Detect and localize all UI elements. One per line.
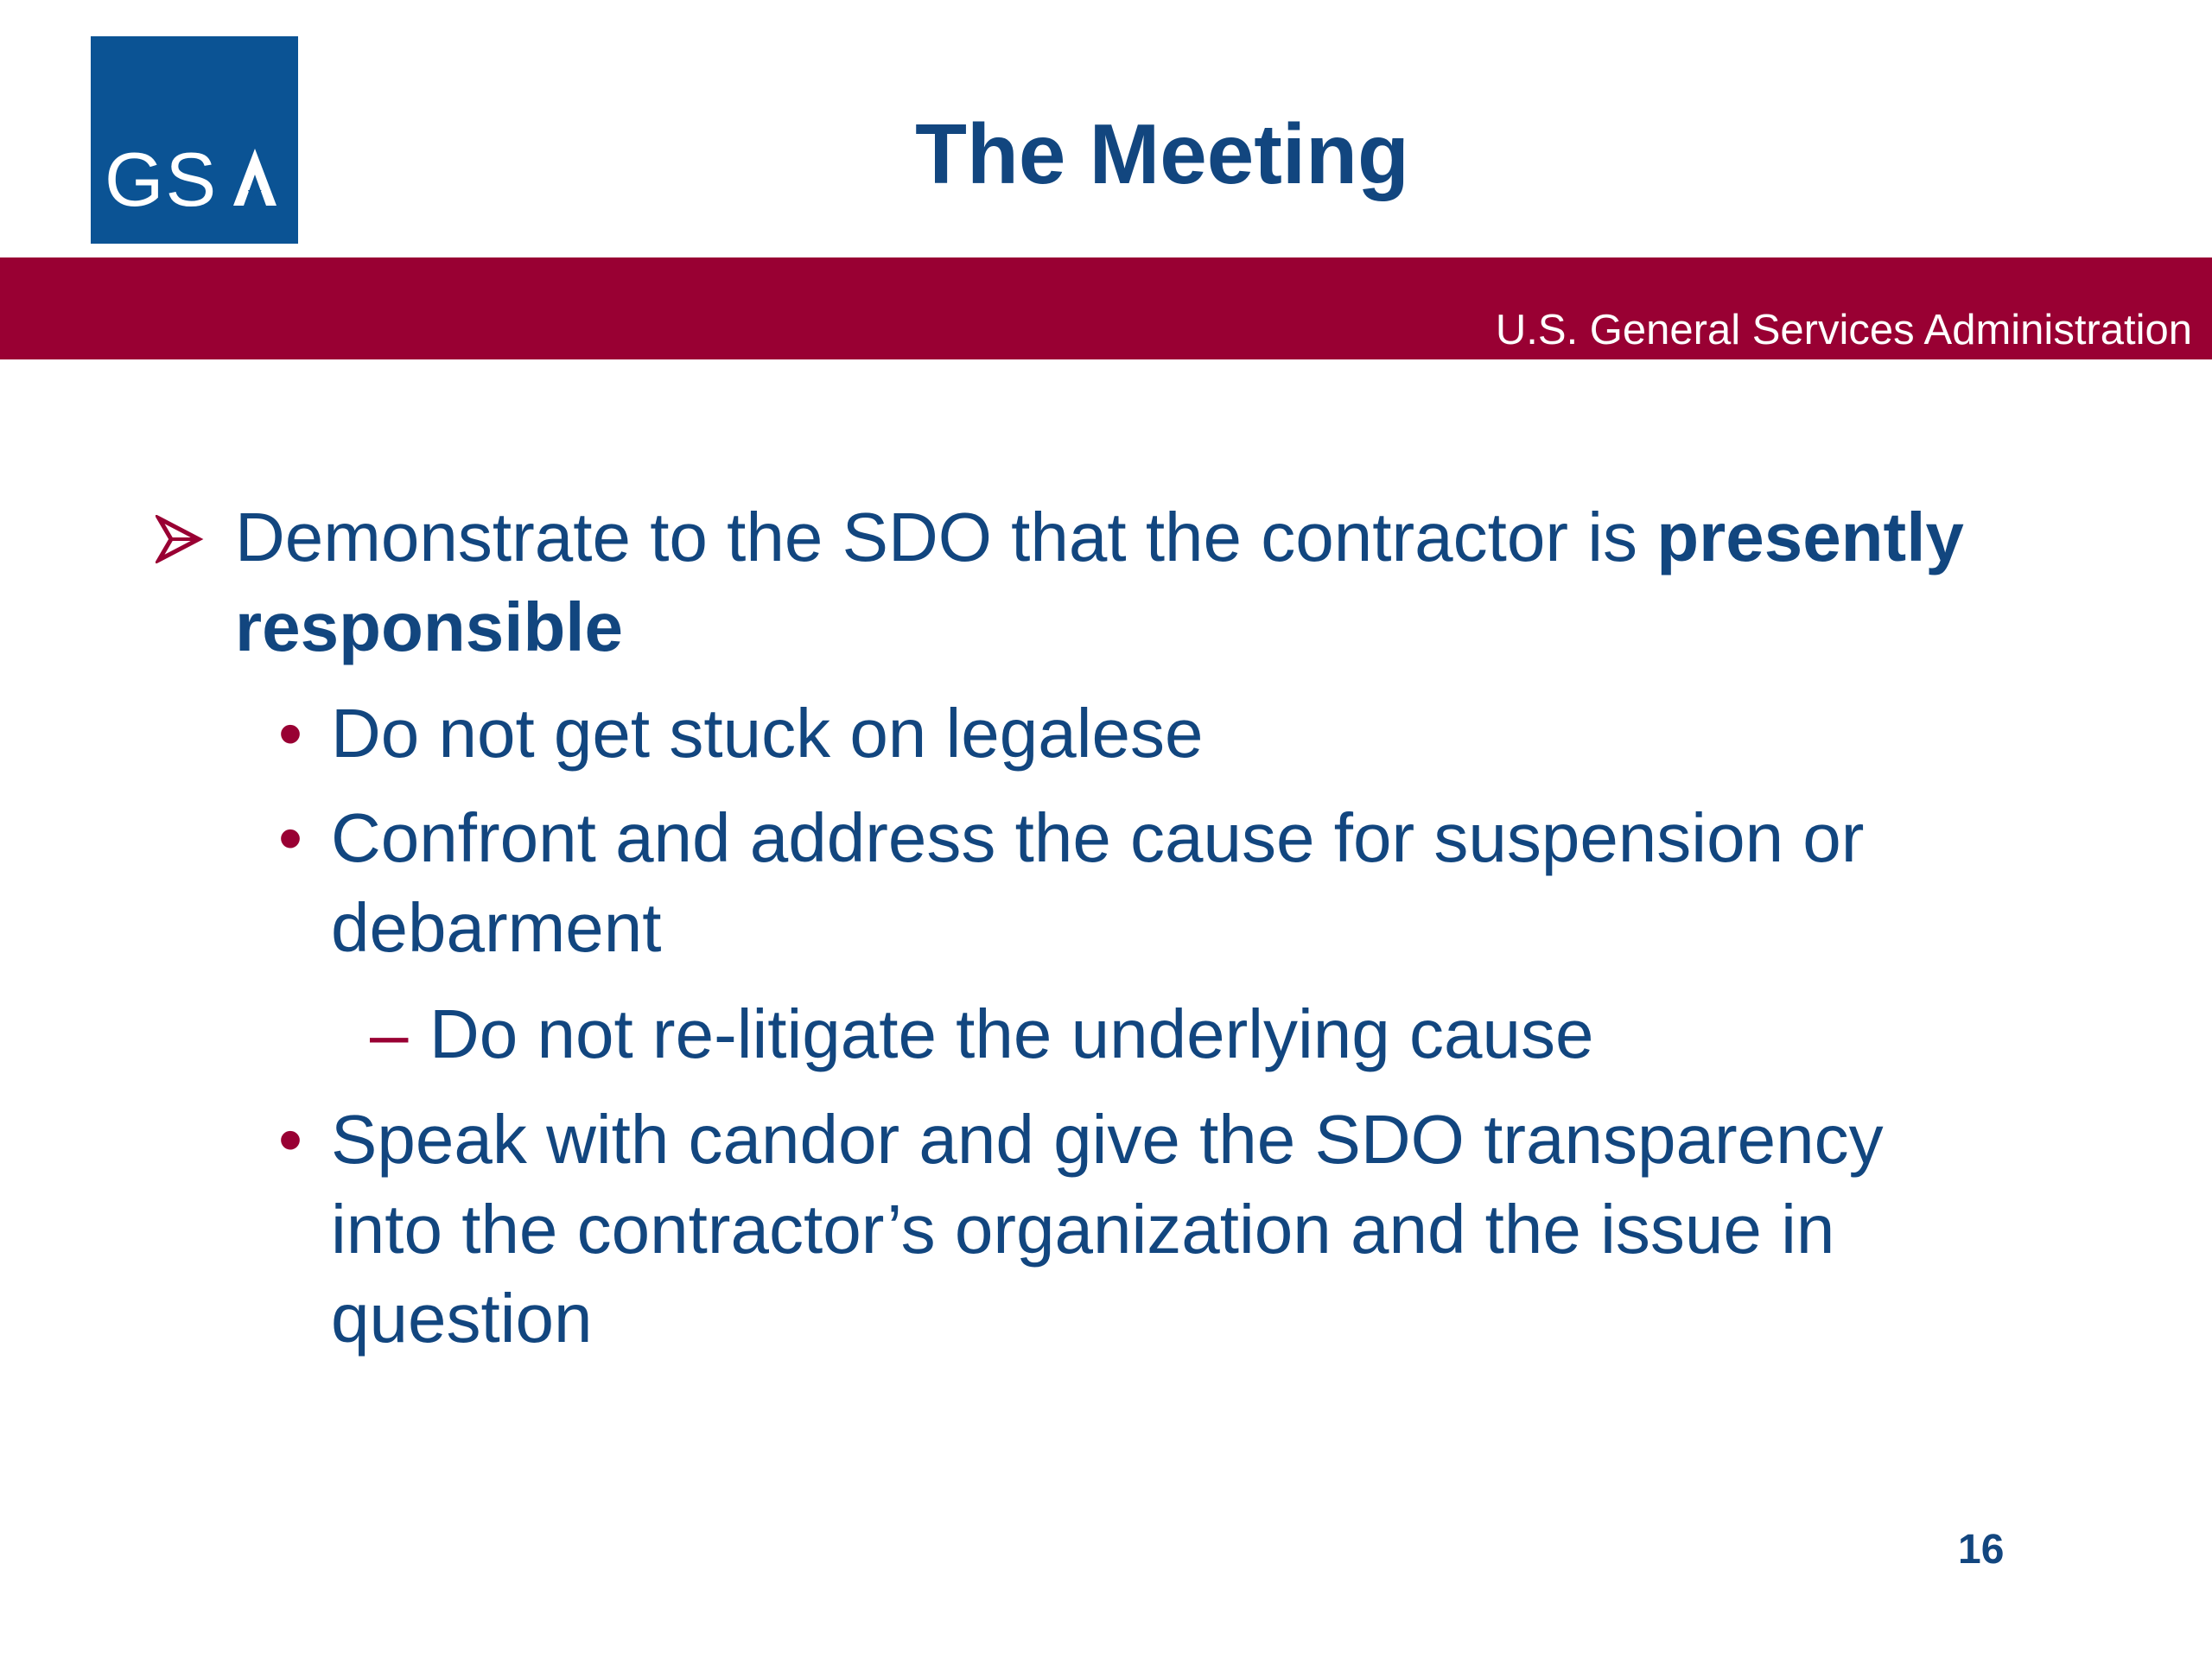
org-name: U.S. General Services Administration (1495, 307, 2192, 353)
bullet-1-emphasis: presently (1656, 499, 1964, 575)
sub-sub-bullet-marker: – (370, 995, 409, 1072)
sub-bullet-3-line-3: question (331, 1280, 593, 1357)
bullet-1-text: Demonstrate to the SDO that the contractor is (235, 499, 1657, 575)
sub-bullet-2-line-1: Confront and address the cause for suspension or (331, 799, 1865, 876)
sub-bullet-2-marker: • (278, 799, 303, 876)
page-number: 16 (1958, 1527, 2005, 1573)
sub-bullet-1-marker: • (278, 695, 303, 772)
sub-bullet-1-text: Do not get stuck on legalese (331, 695, 1204, 772)
svg-text:GS: GS (105, 137, 219, 222)
sub-bullet-2-line-2: debarment (331, 889, 662, 966)
bullet-1-line-1 (235, 493, 1964, 582)
sub-bullet-3-marker: • (278, 1101, 303, 1178)
bullet-1-line-2: responsible (235, 588, 624, 665)
arrow-bullet-icon (156, 515, 204, 563)
page-title: The Meeting (915, 106, 1409, 201)
sub-bullet-3-line-2: into the contractor’s organization and the issue in (331, 1191, 1835, 1268)
sub-sub-bullet-text: Do not re-litigate the underlying cause (429, 995, 1594, 1072)
sub-bullet-3-line-1: Speak with candor and give the SDO transparency (331, 1101, 1884, 1178)
header-band (0, 257, 2212, 359)
